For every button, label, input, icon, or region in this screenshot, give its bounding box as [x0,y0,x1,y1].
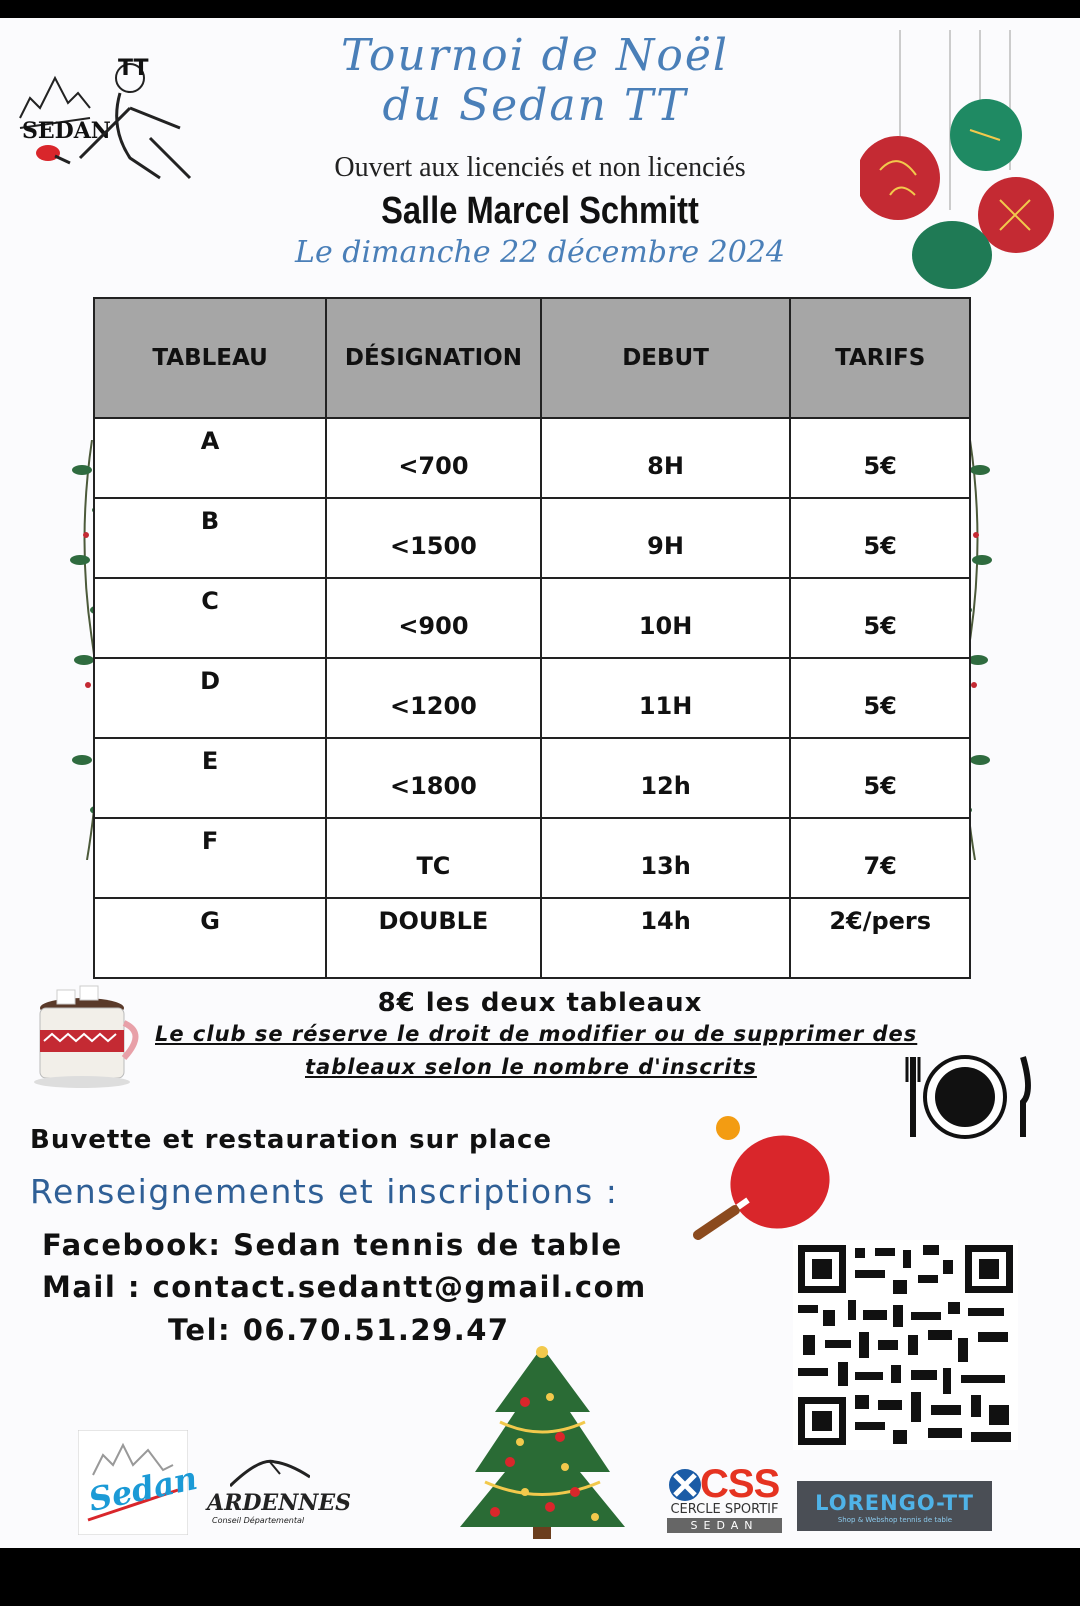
cell-designation: <700 [326,418,541,498]
cell-tableau: F [94,818,326,898]
plate-cutlery-icon [905,1052,1035,1144]
table-row [94,578,970,658]
mail-contact[interactable]: Mail : contact.sedantt@gmail.com [42,1270,647,1304]
cell-tarif: 5€ [790,578,970,658]
christmas-tree-icon [455,1342,630,1542]
cell-tableau: C [94,578,326,658]
cell-tableau: A [94,418,326,498]
club-logo-tt: TT [118,56,149,81]
ardennes-logo-text: ARDENNES [207,1490,352,1516]
info-heading: Renseignements et inscriptions : [30,1172,619,1211]
subtitle: Ouvert aux licenciés et non licenciés [334,152,746,183]
sedan-city-logo-text: Sedan [85,1458,201,1520]
table-row [94,818,970,898]
table-header-row [94,298,970,418]
cell-tableau: D [94,658,326,738]
header-tarifs: TARIFS [790,298,970,418]
phone-contact[interactable]: Tel: 06.70.51.29.47 [168,1313,510,1347]
cell-designation: <900 [326,578,541,658]
title-line-1: Tournoi de Noël [341,30,729,81]
header-tableau: TABLEAU [94,298,326,418]
combo-price-note: 8€ les deux tableaux [377,988,703,1018]
cell-designation: DOUBLE [326,898,541,978]
table-row [94,498,970,578]
title-line-2: du Sedan TT [382,80,688,131]
table-row [94,898,970,978]
facebook-contact[interactable]: Facebook: Sedan tennis de table [42,1228,623,1262]
tournament-table [93,297,971,979]
cell-designation: TC [326,818,541,898]
cell-tableau: B [94,498,326,578]
cell-debut: 12h [541,738,791,818]
christmas-baubles-icon [860,30,1080,310]
css-logo-subtext: CERCLE SPORTIF [670,1502,779,1517]
cell-debut: 10H [541,578,791,658]
cell-debut: 13h [541,818,791,898]
disclaimer-line-1: Le club se réserve le droit de modifier ou de supprimer des [155,1022,918,1046]
buvette-text: Buvette et restauration sur place [30,1125,553,1155]
event-date: Le dimanche 22 décembre 2024 [295,235,785,270]
table-row [94,738,970,818]
cell-tableau: G [94,898,326,978]
venue: Salle Marcel Schmitt [381,190,699,232]
cell-debut: 14h [541,898,791,978]
qr-code[interactable] [793,1240,1018,1450]
ardennes-mountain-icon [230,1452,310,1488]
cell-debut: 8H [541,418,791,498]
ping-pong-paddle-icon [690,1110,840,1240]
cell-tarif: 5€ [790,498,970,578]
hot-chocolate-mug-icon [22,978,152,1096]
cell-designation: <1200 [326,658,541,738]
css-logo-text: CSS [700,1462,780,1506]
cell-tableau: E [94,738,326,818]
cell-designation: <1500 [326,498,541,578]
club-logo [10,38,210,188]
cell-tarif: 7€ [790,818,970,898]
cell-debut: 9H [541,498,791,578]
lorengo-logo-subtext: Shop & Webshop tennis de table [837,1516,953,1524]
cell-designation: <1800 [326,738,541,818]
cell-debut: 11H [541,658,791,738]
club-logo-text: SEDAN [22,118,111,144]
table-row [94,418,970,498]
cell-tarif: 5€ [790,418,970,498]
header-debut: DEBUT [541,298,791,418]
css-logo-sedan: SEDAN [667,1518,782,1533]
cell-tarif: 5€ [790,658,970,738]
disclaimer-line-2: tableaux selon le nombre d'inscrits [305,1055,757,1079]
lorengo-logo: LORENGO-TT [797,1481,992,1531]
ardennes-logo-subtext: Conseil Départemental [212,1516,305,1525]
cell-tarif: 2€/pers [790,898,970,978]
table-row [94,658,970,738]
cell-tarif: 5€ [790,738,970,818]
header-designation: DÉSIGNATION [326,298,541,418]
